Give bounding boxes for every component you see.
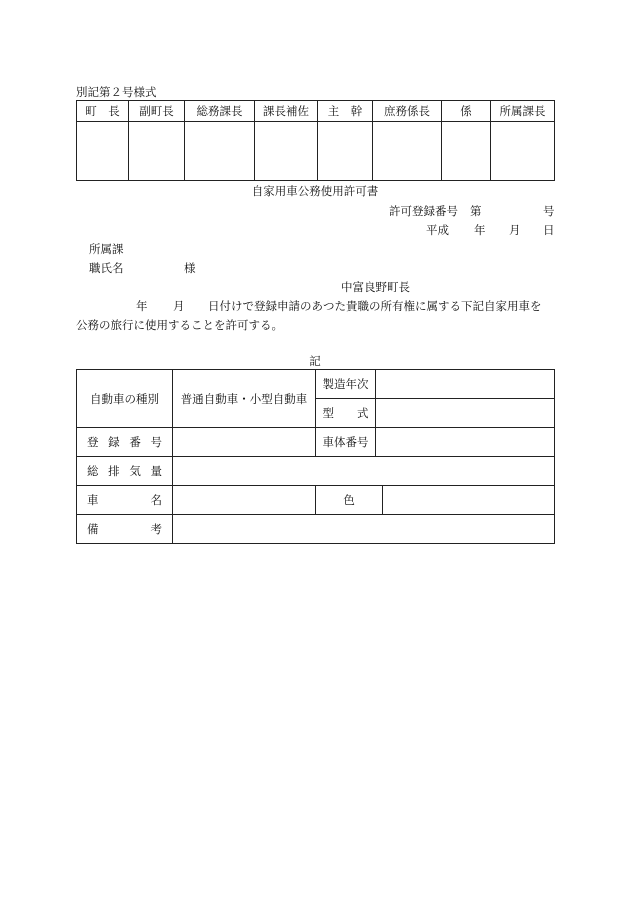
date-day: 日 [543,223,555,237]
displacement-label: 総 排 気 量 [77,457,173,486]
stamp-box-general-affairs-chief [185,122,255,181]
recipient-honorific: 様 [184,261,196,275]
approval-header-mayor: 町 長 [77,101,129,122]
date-year: 年 [474,223,486,237]
chassis-number-label: 車体番号 [316,428,376,457]
remarks-label: 備 考 [77,515,173,544]
approval-stamp-table [76,100,555,181]
approval-header-general-affairs-chief: 総務課長 [185,101,255,122]
car-name-value [173,486,316,515]
issuer: 中富良野町長 [341,280,410,294]
body-month: 月 [173,299,185,313]
remarks-value [173,515,555,544]
displacement-value [173,457,555,486]
form-number: 別記第２号様式 [76,85,157,99]
body-line2: 公務の旅行に使用することを許可する。 [76,318,283,332]
body-line1: 日付けで登録申請のあつた貴職の所有権に属する下記自家用車を [208,299,542,313]
ki-heading: 記 [309,354,321,368]
car-name-label: 車 名 [77,486,173,515]
color-label: 色 [316,486,383,515]
approval-header-department-chief: 所属課長 [491,101,555,122]
registration-number-value [173,428,316,457]
registration-number-label: 登 録 番 号 [77,428,173,457]
body-year: 年 [136,299,148,313]
approval-header-admin-section-chief: 庶務係長 [373,101,442,122]
vehicle-details-table [76,369,555,544]
stamp-box-mayor [77,122,129,181]
model-label: 型 式 [316,399,376,428]
stamp-box-assistant-chief [255,122,318,181]
vehicle-type-value: 普通自動車・小型自動車 [173,370,316,428]
approval-header-assistant-chief: 課長補佐 [255,101,318,122]
permit-number-label: 許可登録番号 [389,204,458,218]
recipient-name-label: 職氏名 [89,261,124,275]
document-title: 自家用車公務使用許可書 [251,184,379,198]
approval-header-deputy-mayor: 副町長 [129,101,185,122]
date-month: 月 [509,223,521,237]
stamp-box-admin-section-chief [373,122,442,181]
approval-header-staff: 係 [442,101,491,122]
manufacture-year-value [376,370,555,399]
date-era: 平成 [426,223,449,237]
manufacture-year-label: 製造年次 [316,370,376,399]
color-value [383,486,555,515]
approval-header-supervisor: 主 幹 [318,101,373,122]
stamp-box-staff [442,122,491,181]
stamp-box-department-chief [491,122,555,181]
vehicle-type-label: 自動車の種別 [77,370,173,428]
model-value [376,399,555,428]
permit-number-suffix: 号 [543,204,555,218]
recipient-department: 所属課 [89,242,124,256]
chassis-number-value [376,428,555,457]
stamp-box-supervisor [318,122,373,181]
stamp-box-deputy-mayor [129,122,185,181]
permit-number-prefix: 第 [470,204,482,218]
